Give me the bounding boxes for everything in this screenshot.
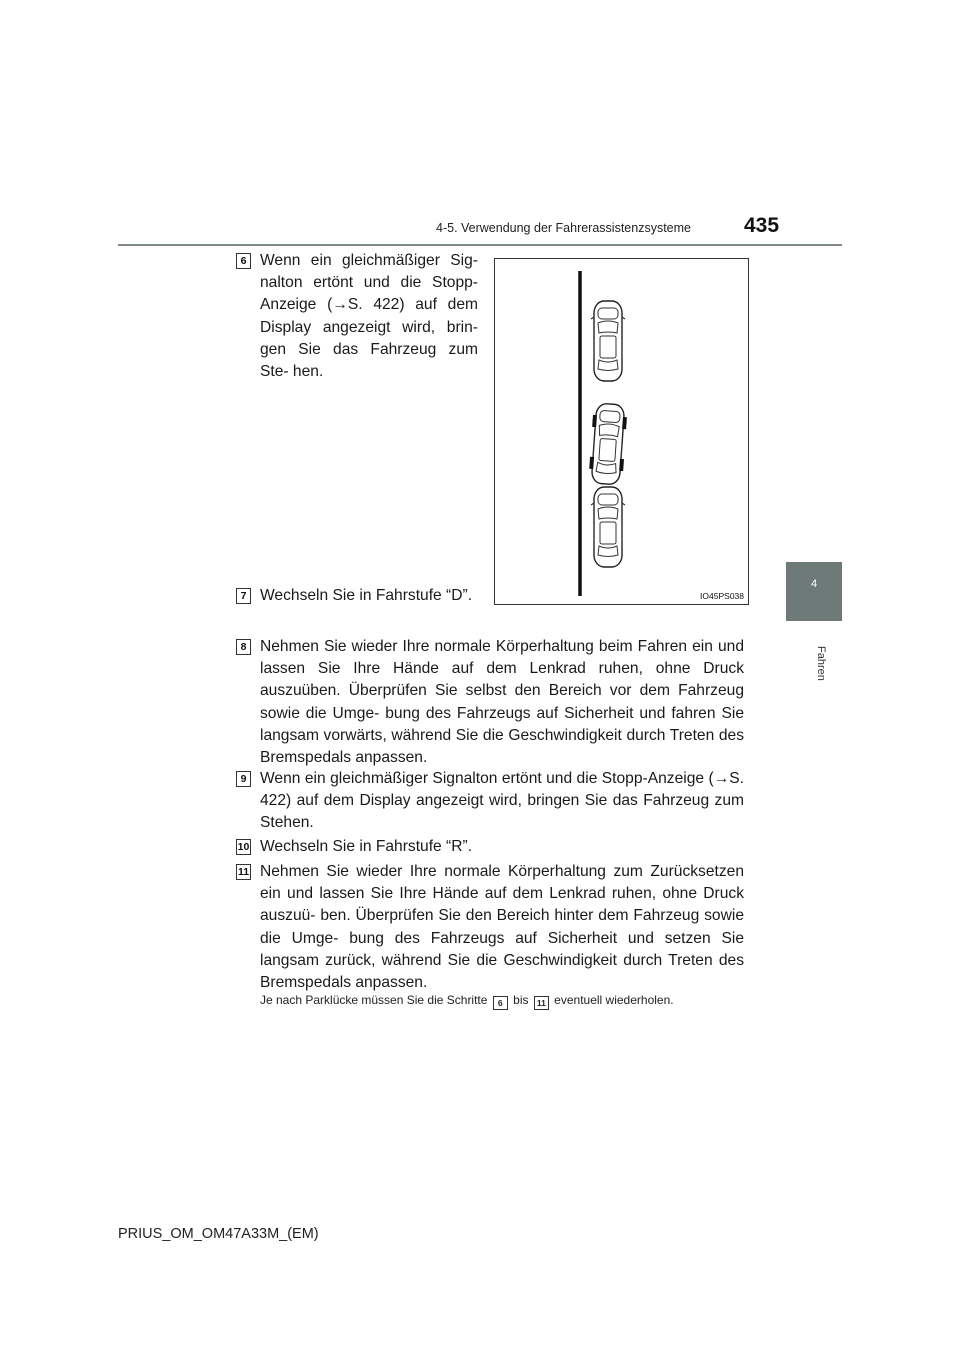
footer-document-code: PRIUS_OM_OM47A33M_(EM) — [118, 1226, 319, 1242]
parallel-parking-illustration-icon — [495, 259, 750, 606]
step-text-10: Wechseln Sie in Fahrstufe “R”. — [260, 838, 473, 855]
step-number-11: 11 — [237, 866, 250, 878]
step-number-7: 7 — [236, 588, 251, 604]
step-text-6: Wenn ein gleichmäßiger Sig- nalton ertönt und die Stopp- Anzeige (→S. 422) auf dem Display angezeigt wird, brin- gen Sie das Fahrzeug zum Ste- hen. — [260, 252, 478, 381]
chapter-number: 4 — [810, 578, 818, 590]
note-step-from: 6 — [493, 996, 508, 1010]
repeat-note — [260, 993, 674, 1010]
parked-car-rear — [591, 487, 625, 567]
note-step-to: 11 — [534, 996, 549, 1010]
step-text-9: Wenn ein gleichmäßiger Signalton ertönt und die Stopp-Anzeige (→S. 422) auf dem Display angezeigt wird, bringen Sie das Fahrzeug zum Stehen. — [260, 770, 744, 832]
section-title: 4-5. Verwendung der Fahrerassistenzsysteme — [436, 221, 691, 235]
page-number: 435 — [744, 214, 780, 237]
step-number-9: 9 — [236, 771, 251, 787]
note-suffix: eventuell wiederholen. — [554, 993, 674, 1007]
step-text-11: Nehmen Sie wieder Ihre normale Körperhaltung zum Zurücksetzen ein und lassen Sie Ihre Hände auf dem Lenkrad ruhen, ohne Druck auszuü- ben. Überprüfen Sie den Bereich hinter dem Fahrzeug sowie die Umge- bung des Fahrzeugs auf Sicherheit und setzen Sie langsam zurück, während Sie die Geschwindigkeit durch Treten des Bremspedals anpassen. — [260, 863, 744, 992]
chapter-tab — [786, 562, 842, 621]
parking-figure — [494, 258, 749, 605]
figure-code: IO45PS038 — [700, 591, 744, 601]
maneuvering-car — [588, 403, 627, 485]
header-divider — [118, 244, 842, 246]
parked-car-front — [591, 301, 625, 381]
note-prefix: Je nach Parklücke müssen Sie die Schritte — [260, 993, 488, 1007]
step-number-8: 8 — [236, 639, 251, 655]
step-text-7: Wechseln Sie in Fahrstufe “D”. — [260, 587, 473, 604]
step-text-8: Nehmen Sie wieder Ihre normale Körperhaltung beim Fahren ein und lassen Sie Ihre Hände auf dem Lenkrad ruhen, ohne Druck auszuüben. Überprüfen Sie selbst den Bereich vor dem Fahrzeug sowie die Umge- bung des Fahrzeugs auf Sicherheit und fahren Sie langsam vorwärts, während Sie die Geschwindigkeit durch Treten des Bremspedals anpassen. — [260, 638, 744, 767]
step-number-6: 6 — [236, 253, 251, 269]
chapter-label: Fahren — [815, 646, 827, 681]
step-number-10: 10 — [237, 841, 250, 853]
note-middle: bis — [513, 993, 529, 1007]
